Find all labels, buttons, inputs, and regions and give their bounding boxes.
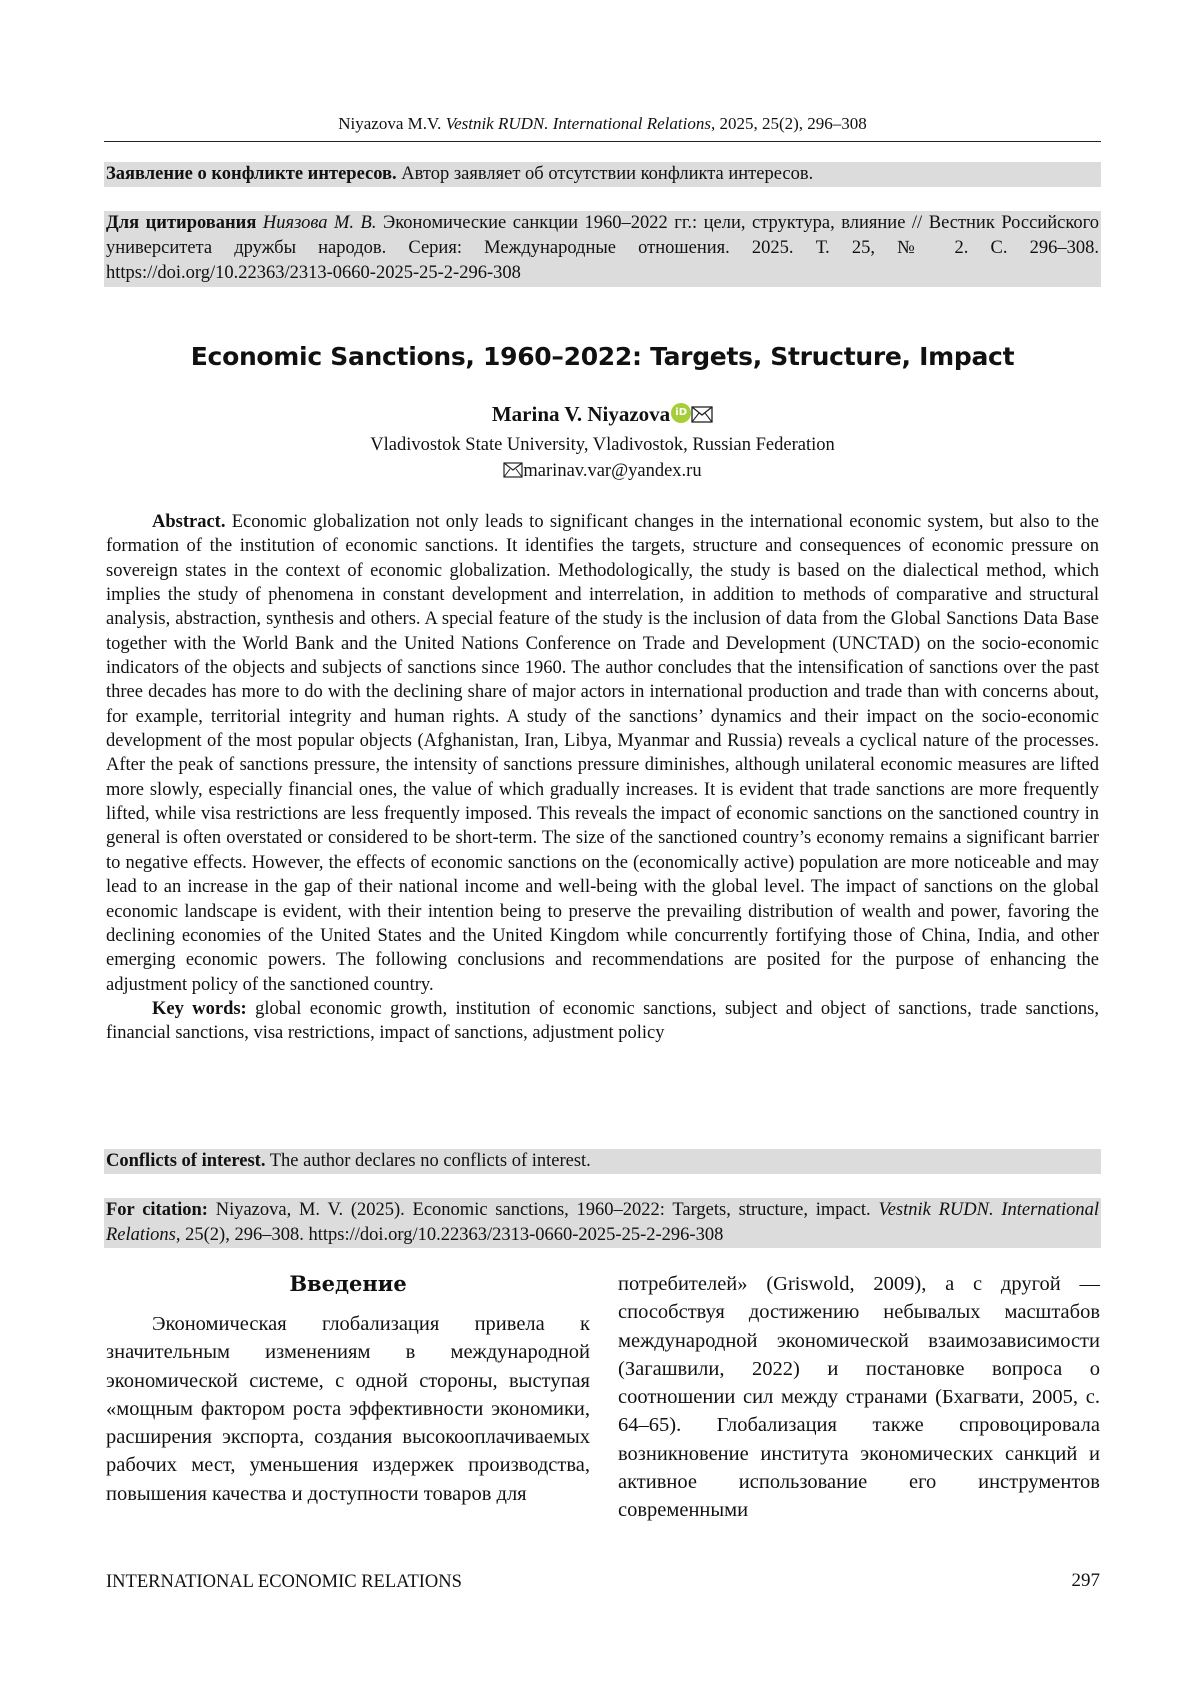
orcid-icon[interactable]: iD	[671, 403, 691, 423]
en-conflict-text: The author declares no conflicts of interest.	[265, 1151, 590, 1171]
en-citation-text: Niyazova, M. V. (2025). Economic sanctions, 1960–2022: Targets, structure, impact.	[208, 1200, 878, 1220]
keywords-text: global economic growth, institution of economic sanctions, subject and object of sanctions, trade sanctions, financial sanctions, visa restrictions, impact of sanctions, adjustment policy	[106, 999, 1099, 1043]
header-rule	[104, 141, 1101, 142]
intro-right-paragraph: потребителей» (Griswold, 2009), а с другой — способствуя достижению небывалых масштабов международной экономической взаимозависимости (Загашвили, 2022) и постановке вопроса о соотношении сил между странами (Бхагвати, 2005, с. 64–65). Глобализация также спровоцировала возникновение института экономических санкций и активное использование его инструментов современными	[618, 1270, 1100, 1525]
ru-citation-text: Экономические санкции 1960–2022 гг.: цели, структура, влияние // Вестник Российского университета дружбы народов. Серия: Международные отношения. 2025. Т. 25, № 2. С. 296–308. https://doi.org/10.22363/2313-0660-2025-25-2-296-308	[106, 213, 1099, 283]
ru-citation-label: Для цитирования	[106, 213, 256, 233]
email-link[interactable]: marinav.var@yandex.ru	[523, 461, 701, 481]
en-citation-tail: , 25(2), 296–308. https://doi.org/10.22363/2313-0660-2025-25-2-296-308	[176, 1225, 723, 1245]
ru-conflict-text: Автор заявляет об отсутствии конфликта интересов.	[397, 164, 814, 184]
intro-right-column	[618, 1270, 1100, 1525]
abstract-text: Economic globalization not only leads to significant changes in the international economic system, but also to the formation of the institution of economic sanctions. It identifies the targets, structure and consequences of economic pressure on sovereign states in the context of economic globalization. Methodologically, the study is based on the dialectical method, which implies the study of phenomena in constant development and interrelation, in addition to methods of comparative and structural analysis, abstraction, synthesis and others. A special feature of the study is the inclusion of data from the Global Sanctions Data Base together with the World Bank and the United Nations Conference on Trade and Development (UNCTAD) on the socio-economic indicators of the objects and subjects of sanctions since 1960. The author concludes that the intensification of sanctions over the past three decades has more to do with the declining share of major actors in international production and trade than with concerns about, for example, territorial integrity and human rights. A study of the sanctions’ dynamics and their impact on the socio-economic development of the most popular objects (Afghanistan, Iran, Libya, Myanmar and Russia) reveals a cyclical nature of the processes. After the peak of sanctions pressure, the intensity of sanctions pressure diminishes, although unilateral economic measures are lifted more slowly, especially financial ones, the value of which gradually increases. It is evident that trade sanctions are more frequently lifted, while visa restrictions are less frequently imposed. This reveals the impact of economic sanctions on the sanctioned country in general is often overstated or considered to be short-term. The size of the sanctioned country’s economy remains a significant barrier to negative effects. However, the effects of economic sanctions on the (economically active) population are more noticeable and may lead to an increase in the gap of their national income and well-being with the global level. The impact of sanctions on the global economic landscape is evident, with their intention being to preserve the prevailing distribution of wealth and power, favoring the declining economies of the United States and the United Kingdom while concurrently fortifying those of China, India, and other emerging economic powers. The following conclusions and recommendations are posited for the purpose of enhancing the adjustment policy of the sanctioned country.	[106, 512, 1099, 995]
running-head-issue: , 2025, 25(2), 296–308	[711, 114, 867, 133]
intro-left-column	[106, 1270, 590, 1508]
author-affiliation: Vladivostok State University, Vladivostok, Russian Federation	[104, 435, 1101, 456]
running-head-author: Niyazova M.V.	[338, 114, 441, 133]
en-citation-journal: Vestnik RUDN. International Relations	[106, 1200, 1099, 1245]
author-line	[104, 402, 1101, 427]
envelope-icon[interactable]	[691, 406, 713, 423]
ru-conflict-label: Заявление о конфликте интересов.	[106, 164, 397, 184]
journal-page	[0, 0, 1200, 1697]
en-conflict-statement	[104, 1149, 1101, 1174]
en-citation	[104, 1198, 1101, 1248]
intro-left-paragraph: Экономическая глобализация привела к значительным изменениям в международной экономической системе, с одной стороны, выступая «мощным фактором роста эффективности экономики, расширения экспорта, создания высокооплачиваемых рабочих мест, уменьшения издержек производства, повышения качества и доступности товаров для	[106, 1310, 590, 1508]
section-heading: Введение	[106, 1270, 590, 1298]
ru-conflict-statement	[104, 162, 1101, 187]
author-email	[104, 461, 1101, 482]
keywords-label: Key words:	[152, 999, 247, 1019]
en-conflict-label: Conflicts of interest.	[106, 1151, 265, 1171]
running-head-journal: Vestnik RUDN. International Relations	[446, 114, 711, 133]
keywords-paragraph	[106, 997, 1099, 1046]
footer-section-title: INTERNATIONAL ECONOMIC RELATIONS	[106, 1572, 462, 1593]
article-title: Economic Sanctions, 1960–2022: Targets, Structure, Impact	[104, 342, 1101, 371]
ru-citation	[104, 211, 1101, 287]
running-head	[105, 114, 1100, 134]
page-number: 297	[1060, 1570, 1100, 1592]
en-citation-label: For citation:	[106, 1200, 208, 1220]
author-name: Marina V. Niyazova	[492, 402, 670, 426]
abstract-label: Abstract.	[152, 512, 225, 532]
abstract-block	[106, 510, 1099, 1046]
ru-citation-author: Ниязова М. В.	[263, 213, 377, 233]
envelope-icon	[503, 462, 523, 478]
abstract-paragraph	[106, 510, 1099, 997]
